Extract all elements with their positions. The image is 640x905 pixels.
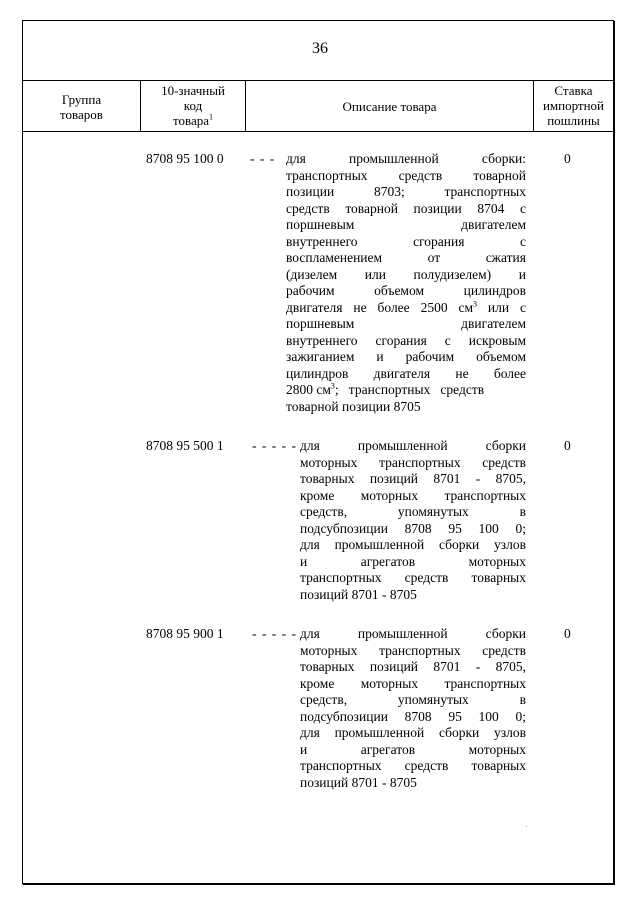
entry-2-code: 8708 95 500 1: [146, 438, 224, 453]
header-rate-line-1: Ставка: [554, 83, 593, 98]
header-code-footnote: 1: [209, 112, 214, 122]
header-group-line-2: товаров: [60, 107, 103, 122]
entry-1-line: товарной позиции 8705: [286, 398, 421, 414]
entry-1-line: средств товарной позиции 8704 с: [286, 200, 526, 216]
entry-2-line: кроме моторных транспортных: [300, 487, 526, 503]
header-rate-line-2: импортной: [542, 98, 605, 113]
entry-1-line-text: двигателя не более 2500 см: [286, 299, 474, 315]
entry-1-line-tail: или с: [477, 299, 526, 315]
entry-2-line: подсубпозиции 8708 95 100 0;: [300, 520, 526, 536]
header-description: Описание товара: [342, 99, 437, 114]
entry-2-line: для промышленной сборки: [300, 438, 526, 453]
entry-3-code: 8708 95 900 1: [146, 626, 224, 641]
entry-3-line: транспортных средств товарных: [300, 758, 526, 773]
header-code-line-2: код: [183, 98, 203, 113]
entry-2-line: и агрегатов моторных: [300, 553, 526, 569]
entry-3-rate: 0: [564, 626, 571, 641]
entry-1-line: для промышленной сборки:: [286, 151, 526, 166]
entry-1-code: 8708 95 100 0: [146, 151, 224, 166]
entry-3-description: [300, 626, 526, 791]
entry-2-line: для промышленной сборки узлов: [300, 537, 526, 552]
entry-1-rate: 0: [564, 151, 571, 166]
entry-3-dashes: - - - - -: [252, 626, 297, 641]
header-rate: [534, 83, 613, 128]
entry-3-line: кроме моторных транспортных: [300, 675, 526, 691]
entry-1-line-with-superscript: [286, 382, 526, 399]
header-group: [23, 92, 140, 122]
entry-1-line: транспортных средств товарной: [286, 167, 526, 183]
entry-1-superscript: 3: [330, 381, 335, 391]
entry-1-line: внутреннего сгорания с искровым: [286, 332, 526, 348]
entry-3-line: для промышленной сборки: [300, 626, 526, 641]
entry-2-rate: 0: [564, 438, 571, 453]
entry-1-line: зажиганием и рабочим объемом: [286, 349, 526, 364]
header-code-line-3: [141, 113, 245, 128]
entry-2-line: средств, упомянутых в: [300, 504, 526, 519]
entry-3-line: средств, упомянутых в: [300, 692, 526, 707]
entry-3-line: моторных транспортных средств: [300, 642, 526, 658]
entry-2-description: [300, 438, 526, 603]
entry-2-line: транспортных средств товарных: [300, 570, 526, 585]
entry-1-line: рабочим объемом цилиндров: [286, 283, 526, 298]
entry-1-line-text: 2800 см: [286, 382, 331, 397]
entry-1-line-tail: ; транспортных средств: [334, 382, 485, 397]
header-rate-line-3: пошлины: [547, 113, 600, 128]
entry-1-description: [286, 151, 526, 415]
entry-3-line: позиций 8701 - 8705: [300, 774, 417, 790]
header-group-line-1: Группа: [61, 92, 102, 107]
entry-1-line: цилиндров двигателя не более: [286, 365, 526, 381]
entry-2-line: моторных транспортных средств: [300, 454, 526, 470]
entry-1-line: внутреннего сгорания с: [286, 233, 526, 249]
entry-1-line: поршневым двигателем: [286, 316, 526, 331]
entry-1-line: (дизелем или полудизелем) и: [286, 266, 526, 282]
header-code-word: товара: [172, 113, 210, 128]
table-header-bottom-border: [23, 131, 613, 132]
entry-1-line: позиции 8703; транспортных: [286, 184, 526, 199]
entry-2-dashes: - - - - -: [252, 438, 297, 453]
scan-speck: [526, 826, 527, 827]
page-number: 36: [312, 40, 328, 57]
entry-2-line: позиций 8701 - 8705: [300, 586, 417, 602]
entry-2-line: товарных позиций 8701 - 8705,: [300, 471, 526, 486]
entry-3-line: для промышленной сборки узлов: [300, 725, 526, 740]
entry-3-line: и агрегатов моторных: [300, 741, 526, 757]
entry-3-line: подсубпозиции 8708 95 100 0;: [300, 708, 526, 724]
entry-1-line: поршневым двигателем: [286, 217, 526, 232]
table-header-top-border: [23, 80, 613, 81]
header-code: [141, 83, 245, 128]
entry-1-line-with-superscript: [286, 300, 526, 317]
entry-1-superscript: 3: [473, 299, 478, 308]
entry-1-dashes: - - -: [250, 151, 276, 166]
header-code-line-1: 10-значный: [161, 83, 225, 98]
entry-1-line: воспламенением от сжатия: [286, 250, 526, 265]
entry-3-line: товарных позиций 8701 - 8705,: [300, 659, 526, 674]
